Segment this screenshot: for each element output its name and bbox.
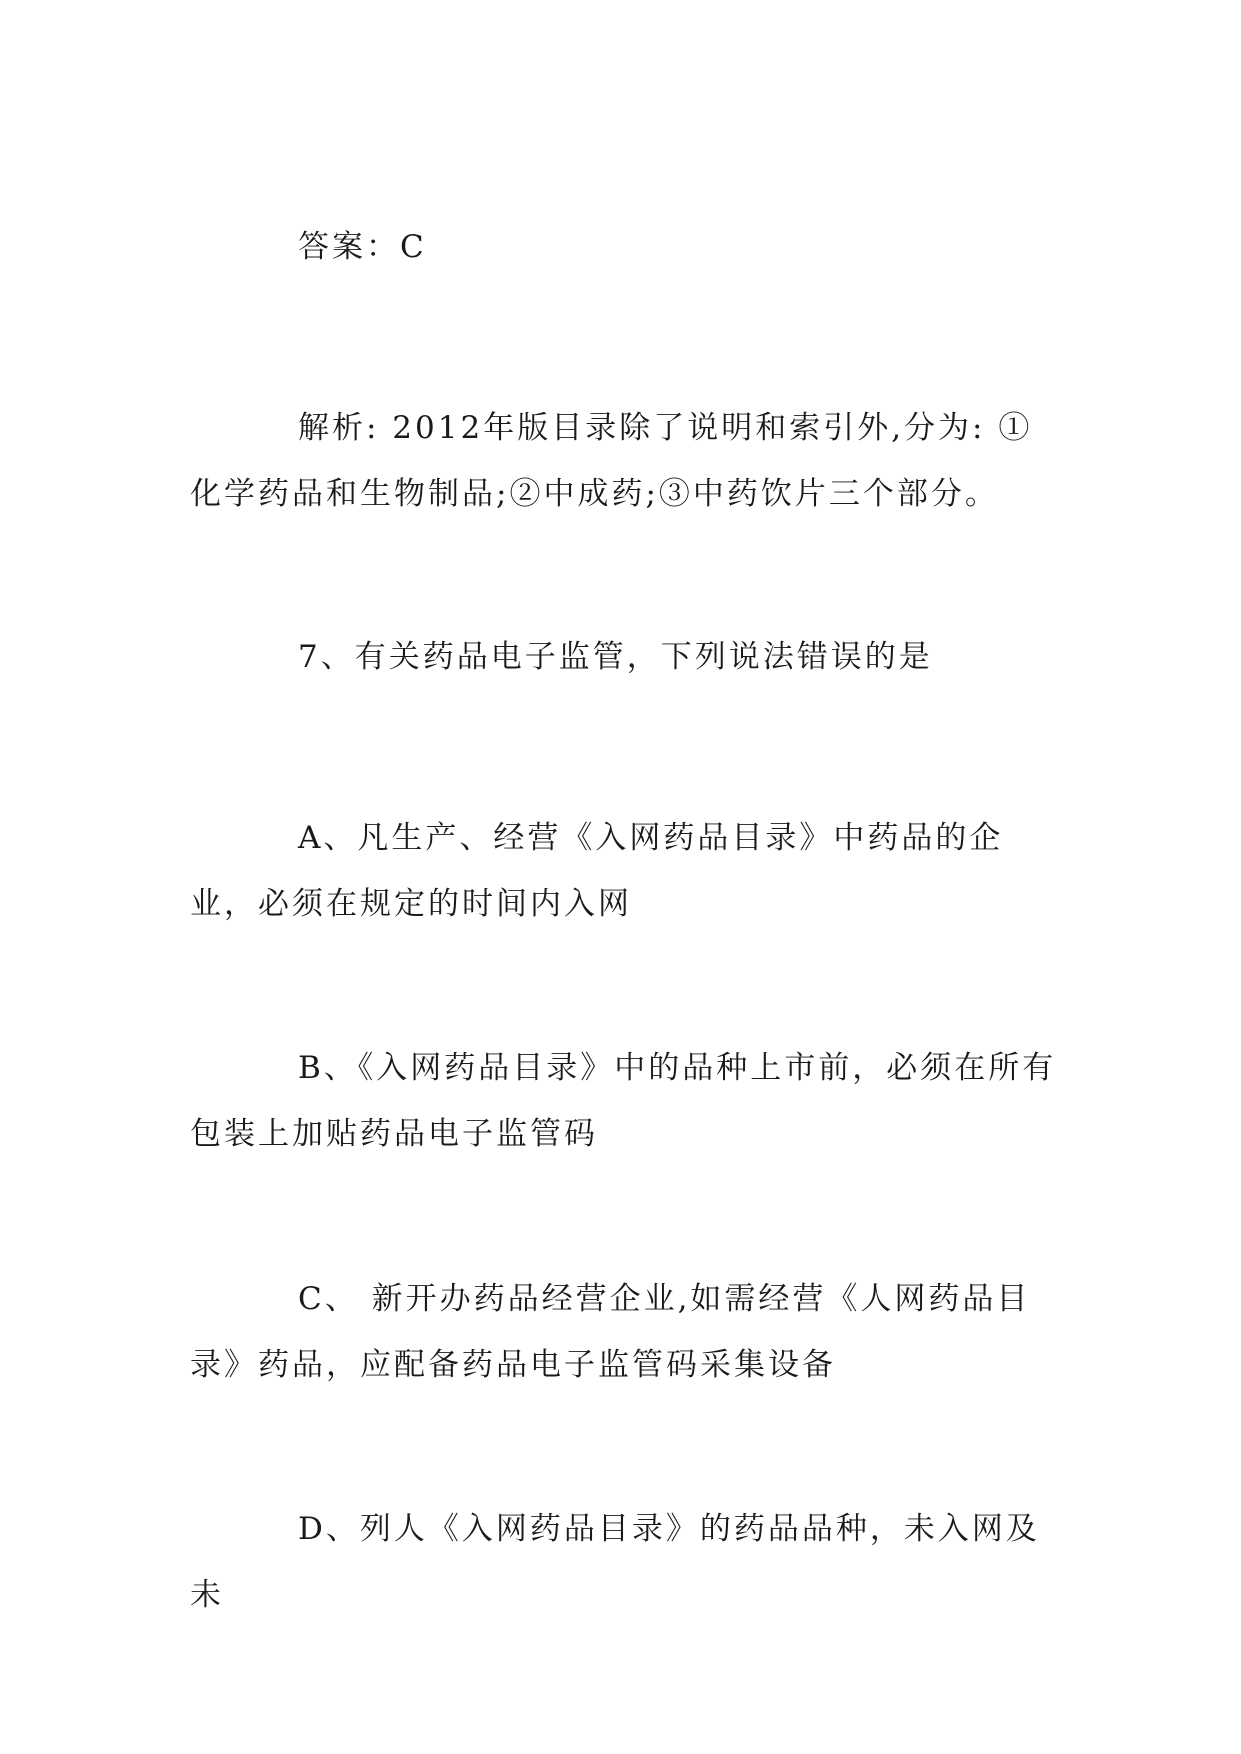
analysis-paragraph: 解析: 2012年版目录除了说明和索引外,分为: ①化学药品和生物制品;②中成药;③中药饮片三个部分。 [190,410,1033,512]
option-a: A、凡生产、经营《入网药品目录》中药品的企业，必须在规定的时间内入网 [190,820,1004,922]
question-7-stem: 7、有关药品电子监管，下列说法错误的是 [298,639,933,675]
answer-line: 答案：C [298,229,427,265]
option-b: B、《入网药品目录》中的品种上市前，必须在所有包装上加贴药品电子监管码 [190,1050,1057,1152]
option-d: D、列人《入网药品目录》的药品品种，未入网及未 [190,1511,1040,1613]
option-c: C、 新开办药品经营企业,如需经营《人网药品目录》药品，应配备药品电子监管码采集设备 [190,1281,1031,1383]
